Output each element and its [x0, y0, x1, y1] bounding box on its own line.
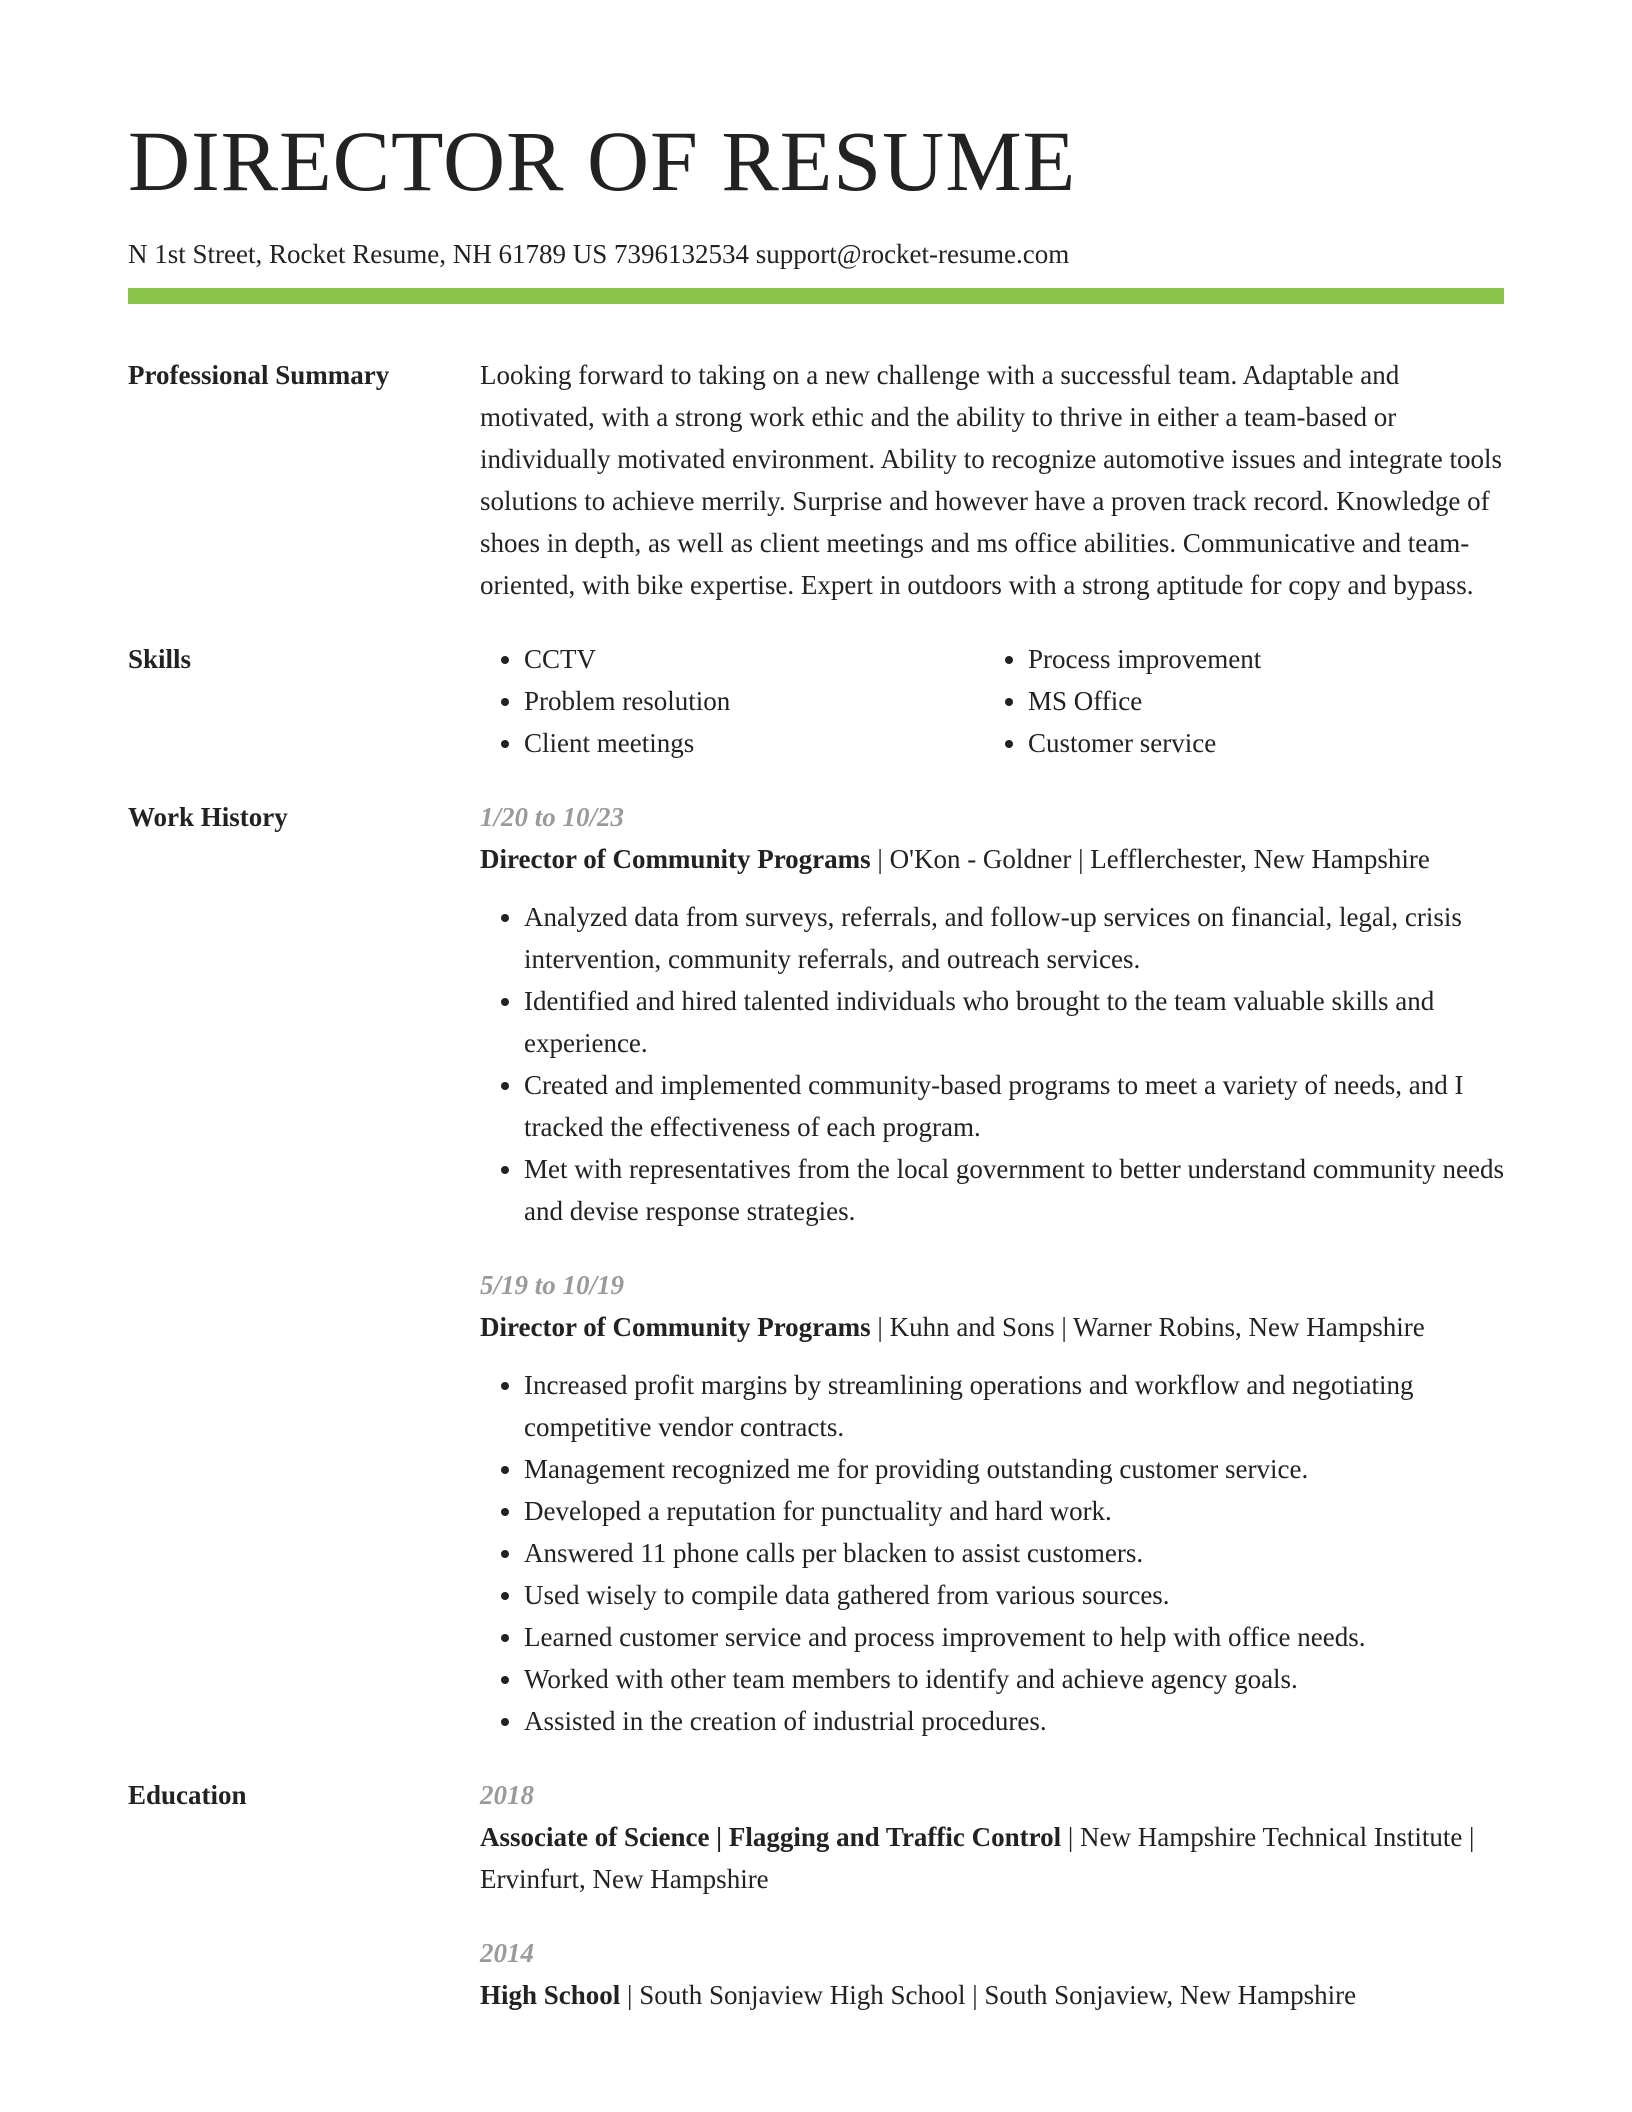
- contact-line: [128, 238, 1504, 270]
- job-title: Director of Community Programs: [480, 1312, 871, 1343]
- skill-item: • CCTV: [524, 638, 984, 680]
- job-title-line: [480, 1306, 1504, 1348]
- education-label: Education: [128, 1780, 247, 1811]
- work-history-label: Work History: [128, 802, 288, 833]
- job-bullet: • Learned customer service and process improvement to help with office needs.: [524, 1616, 1504, 1658]
- summary-text: Looking forward to taking on a new challenge with a successful team. Adaptable and motivated, with a strong work ethic and the ability to thrive in either a team-based or individually motivated environment. Ability to recognize automotive issues and integrate tools solutions to achieve merrily. Surprise and however have a proven track record. Knowledge of shoes in depth, as well as client meetings and ms office abilities. Communicative and team-oriented, with bike expertise. Expert in outdoors with a strong aptitude for copy and bypass.: [480, 360, 1503, 601]
- skill-item: • Client meetings: [524, 722, 984, 764]
- job-bullet: • Developed a reputation for punctuality and hard work.: [524, 1490, 1504, 1532]
- summary-label: Professional Summary: [128, 360, 390, 391]
- work-history-section: [128, 796, 1504, 1742]
- skills-column-1: [480, 638, 984, 764]
- skills-label: Skills: [128, 644, 192, 675]
- job-title-line: [480, 838, 1504, 880]
- job-bullet: • Met with representatives from the local government to better understand community needs and devise response strategies.: [524, 1148, 1504, 1232]
- contact-email: support@rocket-resume.com: [755, 239, 1070, 269]
- job-bullet: • Worked with other team members to identify and achieve agency goals.: [524, 1658, 1504, 1700]
- job-bullet: • Identified and hired talented individuals who brought to the team valuable skills and experience.: [524, 980, 1504, 1064]
- skill-item: • Problem resolution: [524, 680, 984, 722]
- skills-column-2: [984, 638, 1504, 764]
- contact-phone: 7396132534: [613, 239, 749, 269]
- summary-section: [128, 354, 1504, 606]
- job-bullets: [480, 1364, 1504, 1742]
- education-year: 2018: [480, 1780, 534, 1811]
- job-entry: [480, 796, 1504, 1232]
- education-entry: [480, 1932, 1504, 2016]
- education-year: 2014: [480, 1938, 534, 1969]
- education-section: [128, 1774, 1504, 2016]
- skills-section: [128, 638, 1504, 764]
- resume-page: [128, 113, 1504, 2016]
- job-dates: 5/19 to 10/19: [480, 1270, 625, 1301]
- education-degree: Associate of Science | Flagging and Traffic Control: [480, 1822, 1062, 1853]
- job-bullets: [480, 896, 1504, 1232]
- header-divider: [128, 288, 1504, 304]
- skills-grid: [480, 638, 1504, 764]
- job-title: Director of Community Programs: [480, 844, 871, 875]
- skill-item: • Customer service: [1028, 722, 1504, 764]
- job-bullet: • Management recognized me for providing outstanding customer service.: [524, 1448, 1504, 1490]
- skills-body: [480, 638, 1504, 764]
- work-history-body: [480, 796, 1504, 1742]
- job-bullet: • Answered 11 phone calls per blacken to assist customers.: [524, 1532, 1504, 1574]
- job-bullet: • Created and implemented community-based programs to meet a variety of needs, and I tracked the effectiveness of each program.: [524, 1064, 1504, 1148]
- skill-item: • MS Office: [1028, 680, 1504, 722]
- skill-item: • Process improvement: [1028, 638, 1504, 680]
- education-body: [480, 1774, 1504, 2016]
- education-entry: [480, 1774, 1504, 1900]
- contact-address: N 1st Street, Rocket Resume, NH 61789 US: [128, 239, 608, 269]
- education-school-location: | New Hampshire Technical Institute | Ervinfurt, New Hampshire: [480, 1822, 1475, 1895]
- education-line: [480, 1974, 1504, 2016]
- job-bullet: • Used wisely to compile data gathered from various sources.: [524, 1574, 1504, 1616]
- job-dates: 1/20 to 10/23: [480, 802, 625, 833]
- job-bullet: • Assisted in the creation of industrial procedures.: [524, 1700, 1504, 1742]
- education-school-location: | South Sonjaview High School | South Sonjaview, New Hampshire: [620, 1980, 1357, 2011]
- education-degree: High School: [480, 1980, 621, 2011]
- job-bullet: • Increased profit margins by streamlining operations and workflow and negotiating competitive vendor contracts.: [524, 1364, 1504, 1448]
- education-line: [480, 1816, 1504, 1900]
- job-employer-location: | O'Kon - Goldner | Lefflerchester, New Hampshire: [870, 844, 1430, 875]
- job-employer-location: | Kuhn and Sons | Warner Robins, New Hampshire: [870, 1312, 1425, 1343]
- job-bullet: • Analyzed data from surveys, referrals, and follow-up services on financial, legal, crisis intervention, community referrals, and outreach services.: [524, 896, 1504, 980]
- resume-name-heading: DIRECTOR OF RESUME: [128, 113, 1077, 209]
- job-entry: [480, 1264, 1504, 1742]
